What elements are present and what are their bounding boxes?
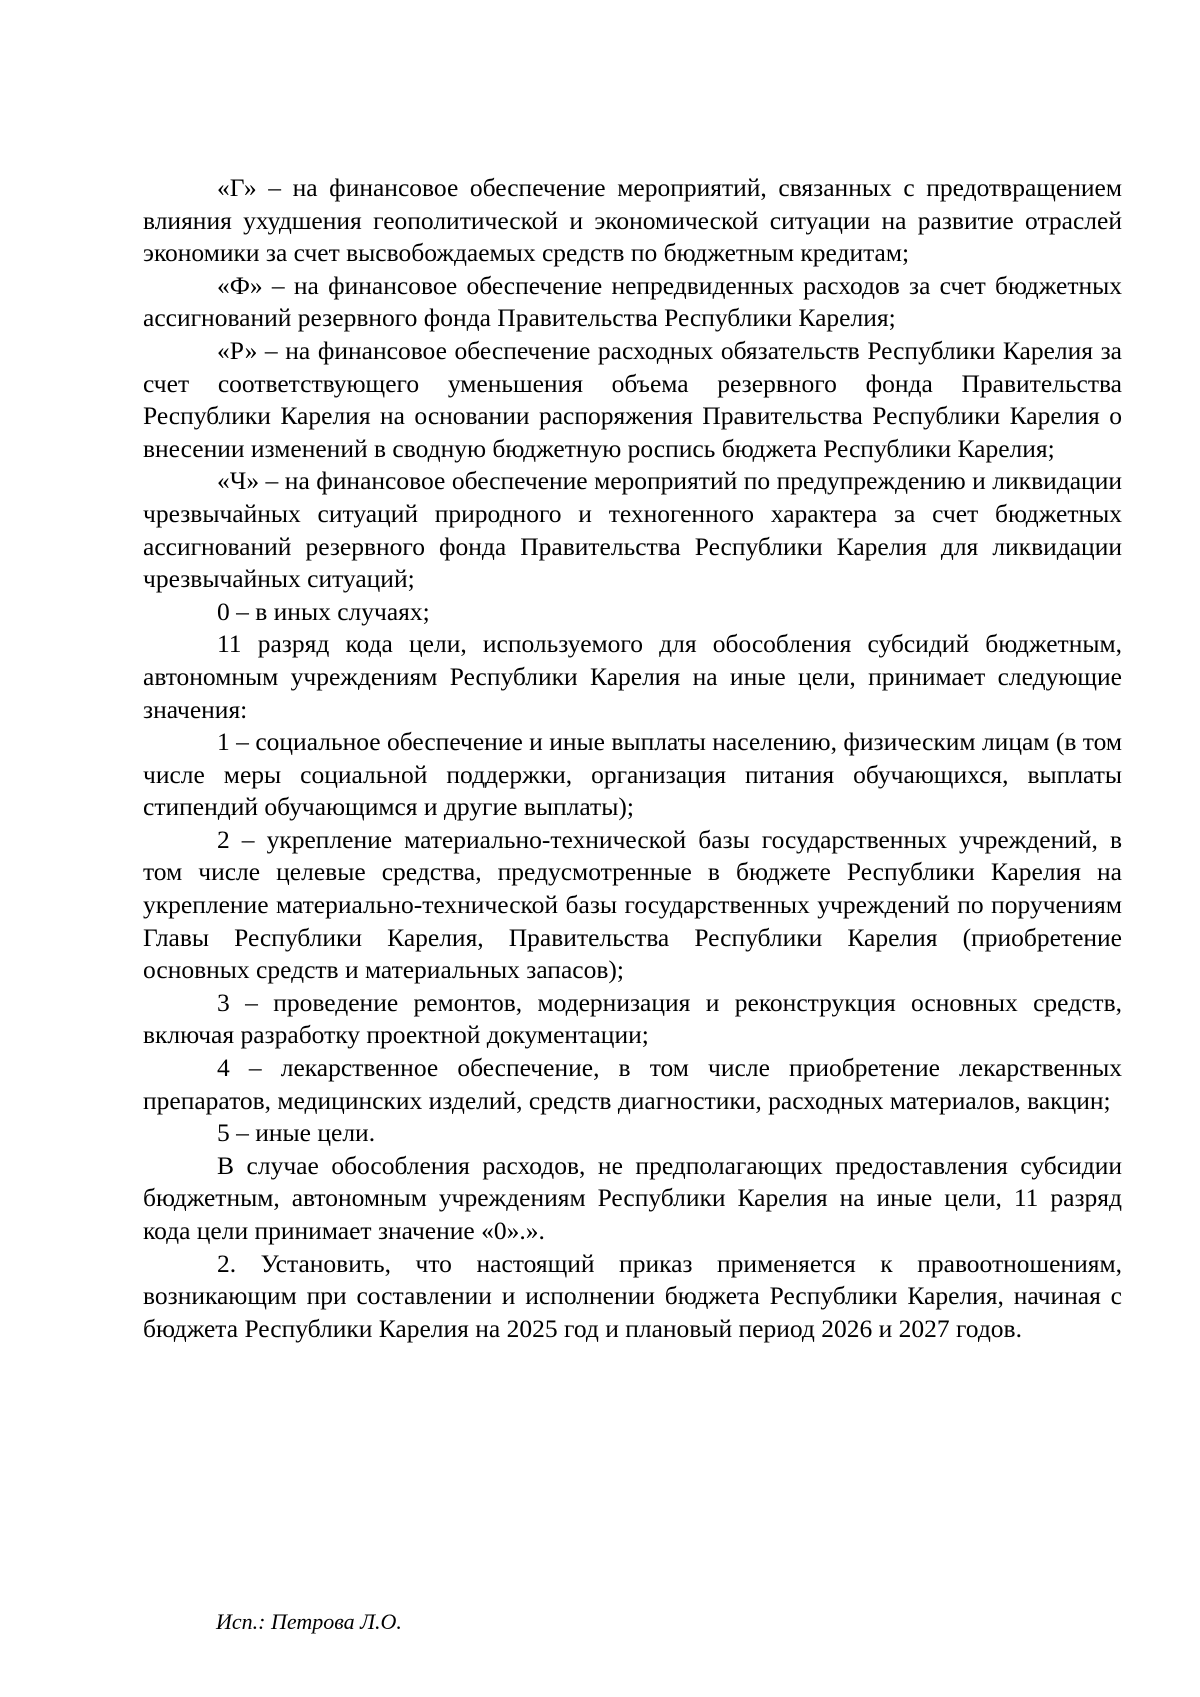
paragraph-value-1: 1 – социальное обеспечение и иные выплаты населению, физическим лицам (в том числе меры социальной поддержки, организация питания обучающихся, выплаты стипендий обучающимся и другие выплаты);: [143, 727, 1122, 822]
paragraph-value-5: 5 – иные цели.: [217, 1118, 376, 1148]
paragraph-code-g: «Г» – на финансовое обеспечение мероприятий, связанных с предотвращением влияния ухудшения геополитической и экономической ситуации на развитие отраслей экономики за счет высвобождаемых средств по бюджетным кредитам;: [143, 173, 1122, 268]
paragraph-digit-11-intro: 11 разряд кода цели, используемого для обособления субсидий бюджетным, автономным учреждениям Республики Карелия на иные цели, принимает следующие значения:: [143, 629, 1122, 724]
paragraph-code-zero: 0 – в иных случаях;: [217, 596, 430, 626]
paragraph-other-expenses: В случае обособления расходов, не предполагающих предоставления субсидии бюджетным, автономным учреждениям Республики Карелия на иные цели, 11 разряд кода цели принимает значение «0».».: [143, 1150, 1122, 1245]
paragraph-value-3: 3 – проведение ремонтов, модернизация и реконструкция основных средств, включая разработку проектной документации;: [143, 987, 1122, 1050]
paragraph-value-2: 2 – укрепление материально-технической базы государственных учреждений, в том числе целевые средства, предусмотренные в бюджете Республики Карелия на укрепление материально-технической базы государственных учреждений по поручениям Главы Республики Карелия, Правительства Республики Карелия (приобретение основных средств и материальных запасов);: [143, 824, 1122, 985]
paragraph-value-4: 4 – лекарственное обеспечение, в том числе приобретение лекарственных препаратов, медицинских изделий, средств диагностики, расходных материалов, вакцин;: [143, 1053, 1122, 1115]
document-body: [143, 172, 1122, 1345]
paragraph-code-ch: «Ч» – на финансовое обеспечение мероприятий по предупреждению и ликвидации чрезвычайных ситуаций природного и техногенного характера за счет бюджетных ассигнований резервного фонда Правительства Республики Карелия для ликвидации чрезвычайных ситуаций;: [143, 466, 1122, 594]
executor-note: Исп.: Петрова Л.О.: [216, 1609, 402, 1634]
paragraph-code-f: «Ф» – на финансовое обеспечение непредвиденных расходов за счет бюджетных ассигнований резервного фонда Правительства Республики Карелия;: [143, 270, 1122, 333]
paragraph-code-r: «Р» – на финансовое обеспечение расходных обязательств Республики Карелия за счет соответствующего уменьшения объема резервного фонда Правительства Республики Карелия на основании распоряжения Правительства Республики Карелия о внесении изменений в сводную бюджетную роспись бюджета Республики Карелия;: [143, 335, 1122, 463]
paragraph-clause-2: 2. Установить, что настоящий приказ применяется к правоотношениям, возникающим при составлении и исполнении бюджета Республики Карелия, начиная с бюджета Республики Карелия на 2025 год и плановый период 2026 и 2027 годов.: [143, 1248, 1122, 1343]
